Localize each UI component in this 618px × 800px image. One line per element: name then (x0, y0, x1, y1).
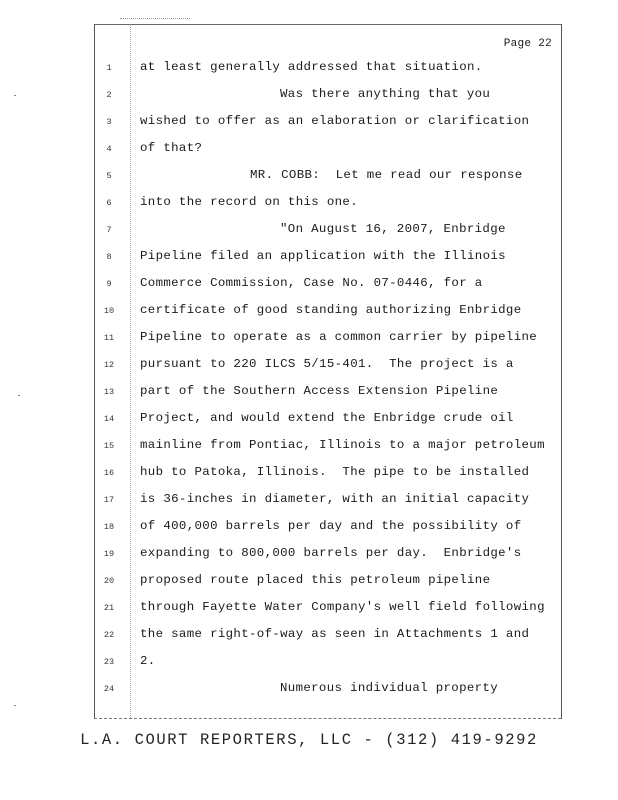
line-text: Was there anything that you (280, 87, 491, 101)
scan-speck (18, 395, 20, 396)
line-text: through Fayette Water Company's well field following (140, 600, 545, 614)
page-bottom-rule (94, 718, 561, 719)
line-number: 1 (106, 63, 112, 73)
line-text: is 36-inches in diameter, with an initial capacity (140, 492, 530, 506)
line-number: 9 (106, 279, 112, 289)
line-number: 6 (106, 198, 112, 208)
line-number: 8 (106, 252, 112, 262)
line-number: 3 (106, 117, 112, 127)
line-number-margin-rule (130, 24, 131, 718)
line-text: MR. COBB: Let me read our response (250, 168, 523, 182)
transcript-page-frame (94, 24, 562, 719)
line-text: Commerce Commission, Case No. 07-0446, for a (140, 276, 483, 290)
line-text: part of the Southern Access Extension Pipeline (140, 384, 499, 398)
line-number: 15 (103, 441, 115, 451)
line-text: mainline from Pontiac, Illinois to a major petroleum (140, 438, 545, 452)
line-number: 23 (103, 657, 115, 667)
line-text: wished to offer as an elaboration or clarification (140, 114, 530, 128)
line-text: into the record on this one. (140, 195, 358, 209)
line-text: pursuant to 220 ILCS 5/15-401. The project is a (140, 357, 514, 371)
line-text: hub to Patoka, Illinois. The pipe to be installed (140, 465, 530, 479)
line-number: 17 (103, 495, 115, 505)
line-number: 24 (103, 684, 115, 694)
line-number: 12 (103, 360, 115, 370)
line-text: the same right-of-way as seen in Attachments 1 and (140, 627, 530, 641)
line-number: 19 (103, 549, 115, 559)
line-text: "On August 16, 2007, Enbridge (280, 222, 506, 236)
line-number: 14 (103, 414, 115, 424)
line-text: of that? (140, 141, 203, 155)
line-number: 4 (106, 144, 112, 154)
line-number: 20 (103, 576, 115, 586)
line-text: of 400,000 barrels per day and the possibility of (140, 519, 522, 533)
line-number: 11 (103, 333, 115, 343)
line-text: at least generally addressed that situation. (140, 60, 483, 74)
line-text: expanding to 800,000 barrels per day. Enbridge's (140, 546, 522, 560)
line-number: 7 (106, 225, 112, 235)
line-number: 16 (103, 468, 115, 478)
line-number: 18 (103, 522, 115, 532)
line-text: Pipeline filed an application with the Illinois (140, 249, 506, 263)
line-text: Numerous individual property (280, 681, 498, 695)
page-number-label: Page 22 (503, 38, 552, 50)
line-number: 5 (106, 171, 112, 181)
scan-speck (14, 705, 16, 706)
scan-speck (14, 95, 16, 96)
line-number: 2 (106, 90, 112, 100)
line-number: 13 (103, 387, 115, 397)
line-number: 22 (103, 630, 115, 640)
line-number: 21 (103, 603, 115, 613)
line-text: Project, and would extend the Enbridge crude oil (140, 411, 514, 425)
line-text: certificate of good standing authorizing Enbridge (140, 303, 522, 317)
line-number: 10 (103, 306, 115, 316)
court-reporter-footer: L.A. COURT REPORTERS, LLC - (312) 419-9292 (80, 731, 538, 749)
line-text: 2. (140, 654, 156, 668)
scan-speck (120, 18, 190, 20)
line-text: Pipeline to operate as a common carrier by pipeline (140, 330, 538, 344)
line-text: proposed route placed this petroleum pipeline (140, 573, 491, 587)
